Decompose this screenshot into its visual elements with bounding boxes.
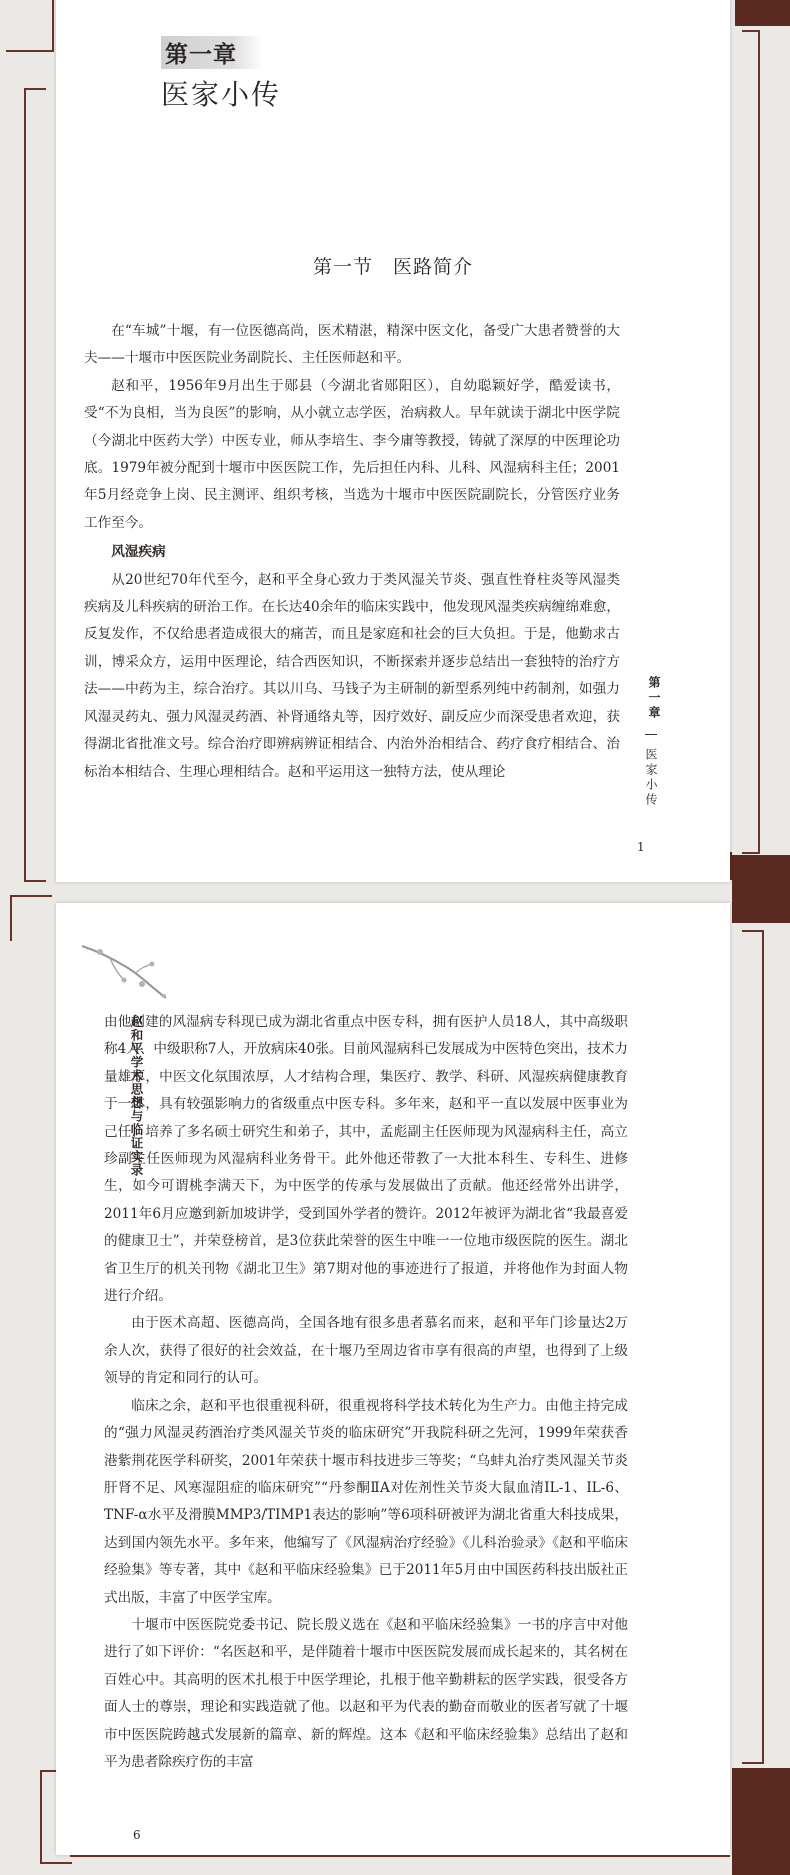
decor-frame-right-lines-lower [742, 930, 764, 1764]
decor-frame-bottom [70, 1855, 730, 1863]
decor-frame-top-left [6, 0, 54, 52]
paragraph: 在“车城”十堰，有一位医德高尚，医术精湛，精深中医文化，备受广大患者赞誉的大夫——十堰市中医医院业务副院长、主任医师赵和平。 [84, 323, 620, 367]
chapter-heading [161, 36, 281, 113]
subheading: 风湿疾病 [111, 544, 166, 561]
paragraph: 临床之余，赵和平也很重视科研，很重视将科学技术转化为生产力。由他主持完成的“强力风湿灵药酒治疗类风湿关节炎的临床研究”开我院科研之先河，1999年荣获香港紫荆花医学科研奖，2001年荣获十堰市科技进步三等奖；“乌蚌丸治疗类风湿关节炎肝肾不足、风寒湿阻症的临床研究”“丹参酮ⅡA对佐剂性关节炎大鼠血清IL-1、IL-6、TNF-α水平及滑膜MMP3/TIMP1表达的影响”等6项科研被评为湖北省重大科技成果，达到国内领先水平。多年来，他编写了《风湿病治疗经验》《儿科治验录》《赵和平临床经验集》等专著，其中《赵和平临床经验集》已于2011年5月由中国医药科技出版社正式出版，丰富了中医学宝库。 [104, 1397, 628, 1606]
chapter-label: 第一章 [161, 36, 263, 69]
paragraph: 赵和平，1956年9月出生于郧县（今湖北省郧阳区），自幼聪颖好学，酷爱读书，受“不为良相，当为良医”的影响，从小就立志学医，治病救人。早年就读于湖北中医学院（今湖北中医药大学）中医专业，师从李培生、李今庸等教授，铸就了深厚的中医理论功底。1979年被分配到十堰市中医医院工作，先后担任内科、儿科、风湿病科主任；2001年5月经竞争上岗、民主测评、组织考核，当选为十堰市中医医院副院长，分管医疗业务工作至今。 [84, 377, 620, 531]
decor-block-bottom-right [732, 1768, 790, 1875]
page-number: 1 [637, 840, 645, 854]
chapter-title: 医家小传 [161, 78, 282, 111]
section-title: 第一节 医路简介 [312, 256, 473, 278]
paragraph: 从20世纪70年代至今，赵和平全身心致力于类风湿关节炎、强直性脊柱炎等风湿类疾病及儿科疾病的研治工作。在长达40余年的临床实践中，他发现风湿类疾病缠绵难愈，反复发作，不仅给患者造成很大的痛苦，而且是家庭和社会的巨大负担。于是，他勤求古训，博采众方，运用中医理论，结合西医知识，不断探索并逐步总结出一套独特的治疗方法——中药为主，综合治疗。其以川乌、马钱子为主研制的新型系列纯中药制剂，如强力风湿灵药丸、强力风湿灵药酒、补肾通络丸等，因疗效好、副反应少而深受患者欢迎，获得湖北省批准文号。综合治疗即辨病辨证相结合、内治外治相结合、药疗食疗相结合、治标治本相结合、生理心理相结合。赵和平运用这一独特方法，使从理论 [84, 571, 620, 780]
page-number: 6 [133, 1828, 141, 1842]
decor-frame-mid-left [10, 895, 52, 941]
plum-branch-decoration [80, 938, 170, 1008]
side-tab-divider [645, 734, 657, 735]
side-tab-chapter: 第一章 [647, 676, 661, 721]
book-page-1 [56, 0, 730, 882]
side-tab-title: 医家小传 [644, 748, 658, 808]
book-page-2 [56, 903, 730, 1855]
decor-block-mid-right [732, 855, 790, 923]
decor-frame-right-lines [742, 30, 760, 854]
page1-body [84, 318, 620, 786]
paragraph: 十堰市中医医院党委书记、院长殷义选在《赵和平临床经验集》一书的序言中对他进行了如下评价：“名医赵和平，是伴随着十堰市中医医院发展而成长起来的，其名树在百姓心中。其高明的医术扎根于中医学理论，扎根于他辛勤耕耘的医学实践，很受各方面人士的尊崇，理论和实践造就了他。以赵和平为代表的勤奋而敬业的医者写就了十堰市中医医院跨越式发展新的篇章、新的辉煌。这本《赵和平临床经验集》总结出了赵和平为患者除疾疗伤的丰富 [104, 1616, 628, 1770]
paragraph: 由他创建的风湿病专科现已成为湖北省重点中医专科，拥有医护人员18人，其中高级职称4人、中级职称7人，开放病床40张。目前风湿病科已发展成为中医特色突出，技术力量雄厚，中医文化氛围浓厚，人才结构合理，集医疗、教学、科研、风湿疾病健康教育于一体，具有较强影响力的省级重点中医专科。多年来，赵和平一直以发展中医事业为己任，培养了多名硕士研究生和弟子，其中，孟彪副主任医师现为风湿病科主任，高立珍副主任医师现为风湿病科业务骨干。此外他还带教了一大批本科生、专科生、进修生，如今可谓桃李满天下，为中医学的传承与发展做出了贡献。他还经常外出讲学，2011年6月应邀到新加坡讲学，受到国外学者的赞许。2012年被评为湖北省“我最喜爱的健康卫士”，并荣登榜首，是3位获此荣誉的医生中唯一一位地市级医院的医生。湖北省卫生厅的机关刊物《湖北卫生》第7期对他的事迹进行了报道，并将他作为封面人物进行介绍。 [104, 1014, 628, 1305]
paragraph: 由于医术高超、医德高尚，全国各地有很多患者慕名而来，赵和平年门诊量达2万余人次，获得了很好的社会效益，在十堰乃至周边省市享有很高的声望，也得到了上级领导的肯定和同行的认可。 [104, 1315, 628, 1387]
decor-block-top-right [735, 0, 790, 26]
book-title-vertical: 赵和平学术思想与临证实录 [129, 1015, 144, 1177]
page2-body [104, 1009, 628, 1776]
decor-frame-left [24, 88, 46, 882]
